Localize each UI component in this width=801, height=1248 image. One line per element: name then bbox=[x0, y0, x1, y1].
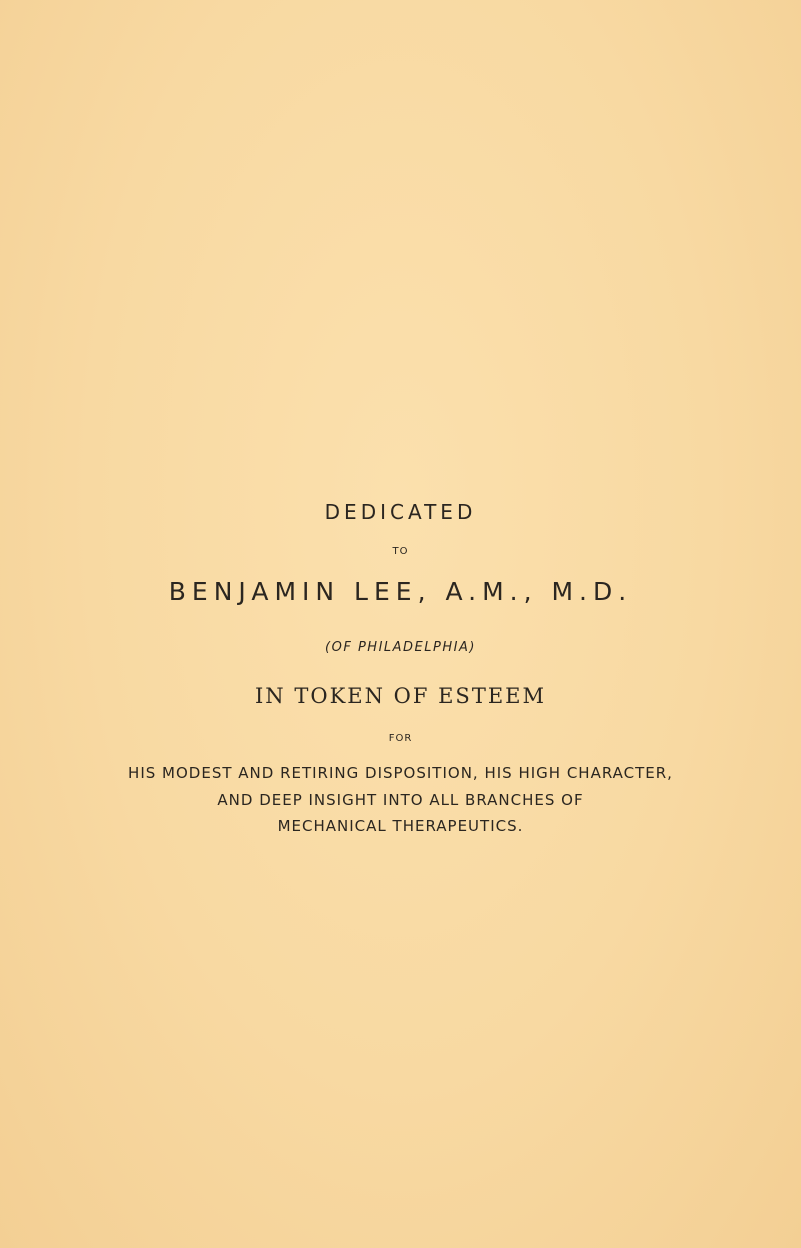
dedicatee-city: (OF PHILADELPHIA) bbox=[325, 640, 476, 655]
dedicated-heading: DEDICATED bbox=[324, 500, 477, 524]
to-label: TO bbox=[392, 546, 409, 557]
token-of-esteem: IN TOKEN OF ESTEEM bbox=[255, 684, 546, 708]
dedicatee-name: BENJAMIN LEE, A.M., M.D. bbox=[168, 577, 633, 606]
dedication-line-3: MECHANICAL THERAPEUTICS. bbox=[277, 817, 524, 835]
for-label: FOR bbox=[388, 733, 413, 744]
dedication-line-1: HIS MODEST AND RETIRING DISPOSITION, HIS HIGH CHARACTER, bbox=[128, 764, 673, 782]
dedication-line-2: AND DEEP INSIGHT INTO ALL BRANCHES OF bbox=[217, 791, 584, 809]
